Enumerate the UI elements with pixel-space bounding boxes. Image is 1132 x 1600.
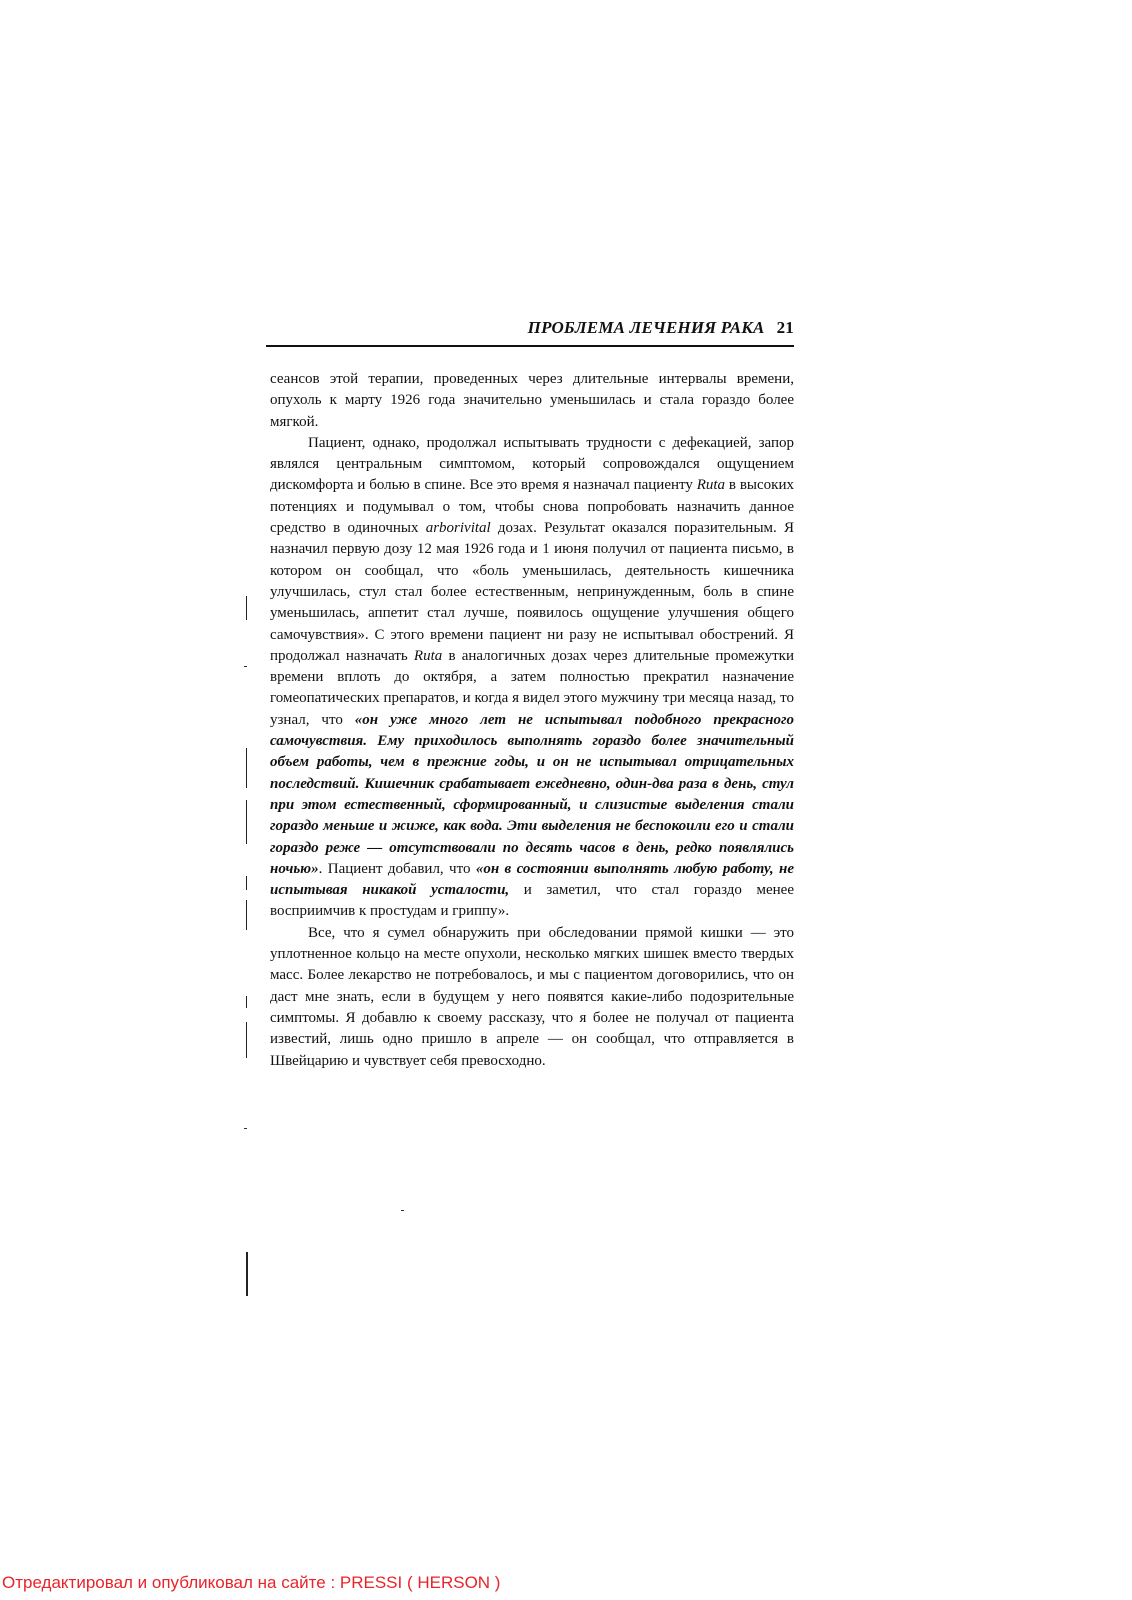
remedy-name: Ruta [696,477,726,494]
margin-mark [246,900,247,930]
main-text [270,369,794,1072]
margin-mark [246,996,247,1008]
margin-mark [246,1252,248,1296]
margin-mark [246,876,247,890]
paragraph-1: сеансов этой терапии, проведенных через длительные интервалы времени, опухоль к марту 1926 года значительно уменьшилась и стала гораздо более мягкой. [270,371,794,430]
margin-mark [246,596,247,620]
scan-speck [401,1210,404,1211]
chapter-title: ПРОБЛЕМА ЛЕЧЕНИЯ РАКА [527,318,765,337]
quote-emphasis: «он уже много лет не испытывал подобного прекрасного самочувствия. Ему приходилось выполнять гораздо более значительный объем работы, чем в прежние годы, и он не испытывал отрицательных последствий. Кишечник срабатывает ежедневно, один-два раза в день, стул при этом естественный, сформированный, и слизистые выделения стали гораздо меньше и жиже, как вода. Эти выделения не беспокоили его и стали гораздо реже — отсутствовали по десять часов в день, редко появлялись ночью» [270,711,794,877]
paragraph-3: Все, что я сумел обнаружить при обследовании прямой кишки — это уплотненное кольцо на месте опухоли, несколько мягких шишек вместо твердых масс. Более лекарство не потребовалось, и мы с пациентом договорились, что он даст мне знать, если в будущем у него появятся какие-либо подозрительные симптомы. Я добавлю к своему рассказу, что я более не получал от пациента известий, лишь одно пришло в апреле — он сообщал, что отправляется в Швейцарию и чувствует себя превосходно. [270,924,794,1069]
dose-term: arborivital [425,520,491,537]
header-rule [266,345,794,347]
margin-mark [246,800,247,844]
quote-emphasis: «он в состоянии выполнять любую работу, не испытывая никакой усталости, [270,860,794,899]
paragraph-2: Пациент, однако, продолжал испытывать трудности с дефекацией, запор являлся центральным симптомом, который сопровождался ощущением дискомфорта и болью в спине. Все это время я назначал пациенту Ruta в высоких потенциях и подумывал о том, чтобы снова попробовать назначить данное средство в одиночных arborivital дозах. Результат оказался поразительным. Я назначил первую дозу 12 мая 1926 года и 1 июня получил от пациента письмо, в котором он сообщал, что «боль уменьшилась, деятельность кишечника улучшилась, стул стал более естественным, непринужденным, боль в спине уменьшилась, аппетит стал лучше, появилось ощущение улучшения общего самочувствия». С этого времени пациент ни разу не испытывал обострений. Я продолжал назначать Ruta в аналогичных дозах через длительные промежутки времени вплоть до октября, а затем полностью прекратил назначение гомеопатических препаратов, и когда я видел этого мужчину три месяца назад, то узнал, что «он уже много лет не испытывал подобного прекрасного самочувствия. Ему приходилось выполнять гораздо более значительный объем работы, чем в прежние годы, и он не испытывал отрицательных последствий. Кишечник срабатывает ежедневно, один-два раза в день, стул при этом естественный, сформированный, и слизистые выделения стали гораздо меньше и жиже, как вода. Эти выделения не беспокоили его и стали гораздо реже — отсутствовали по десять часов в день, редко появлялись ночью». Пациент добавил, что «он в состоянии выполнять любую работу, не испытывая никакой усталости, и заметил, что стал гораздо менее восприимчив к простудам и гриппу». [270,434,794,920]
publisher-credit: Отредактировал и опубликовал на сайте : PRESSI ( HERSON ) [2,1573,501,1592]
scan-speck [244,666,247,667]
remedy-name: Ruta [413,647,443,664]
margin-mark [246,1022,247,1058]
page-number: 21 [776,318,794,337]
margin-mark [246,748,247,788]
scan-speck [244,1128,247,1129]
running-header [266,318,794,338]
